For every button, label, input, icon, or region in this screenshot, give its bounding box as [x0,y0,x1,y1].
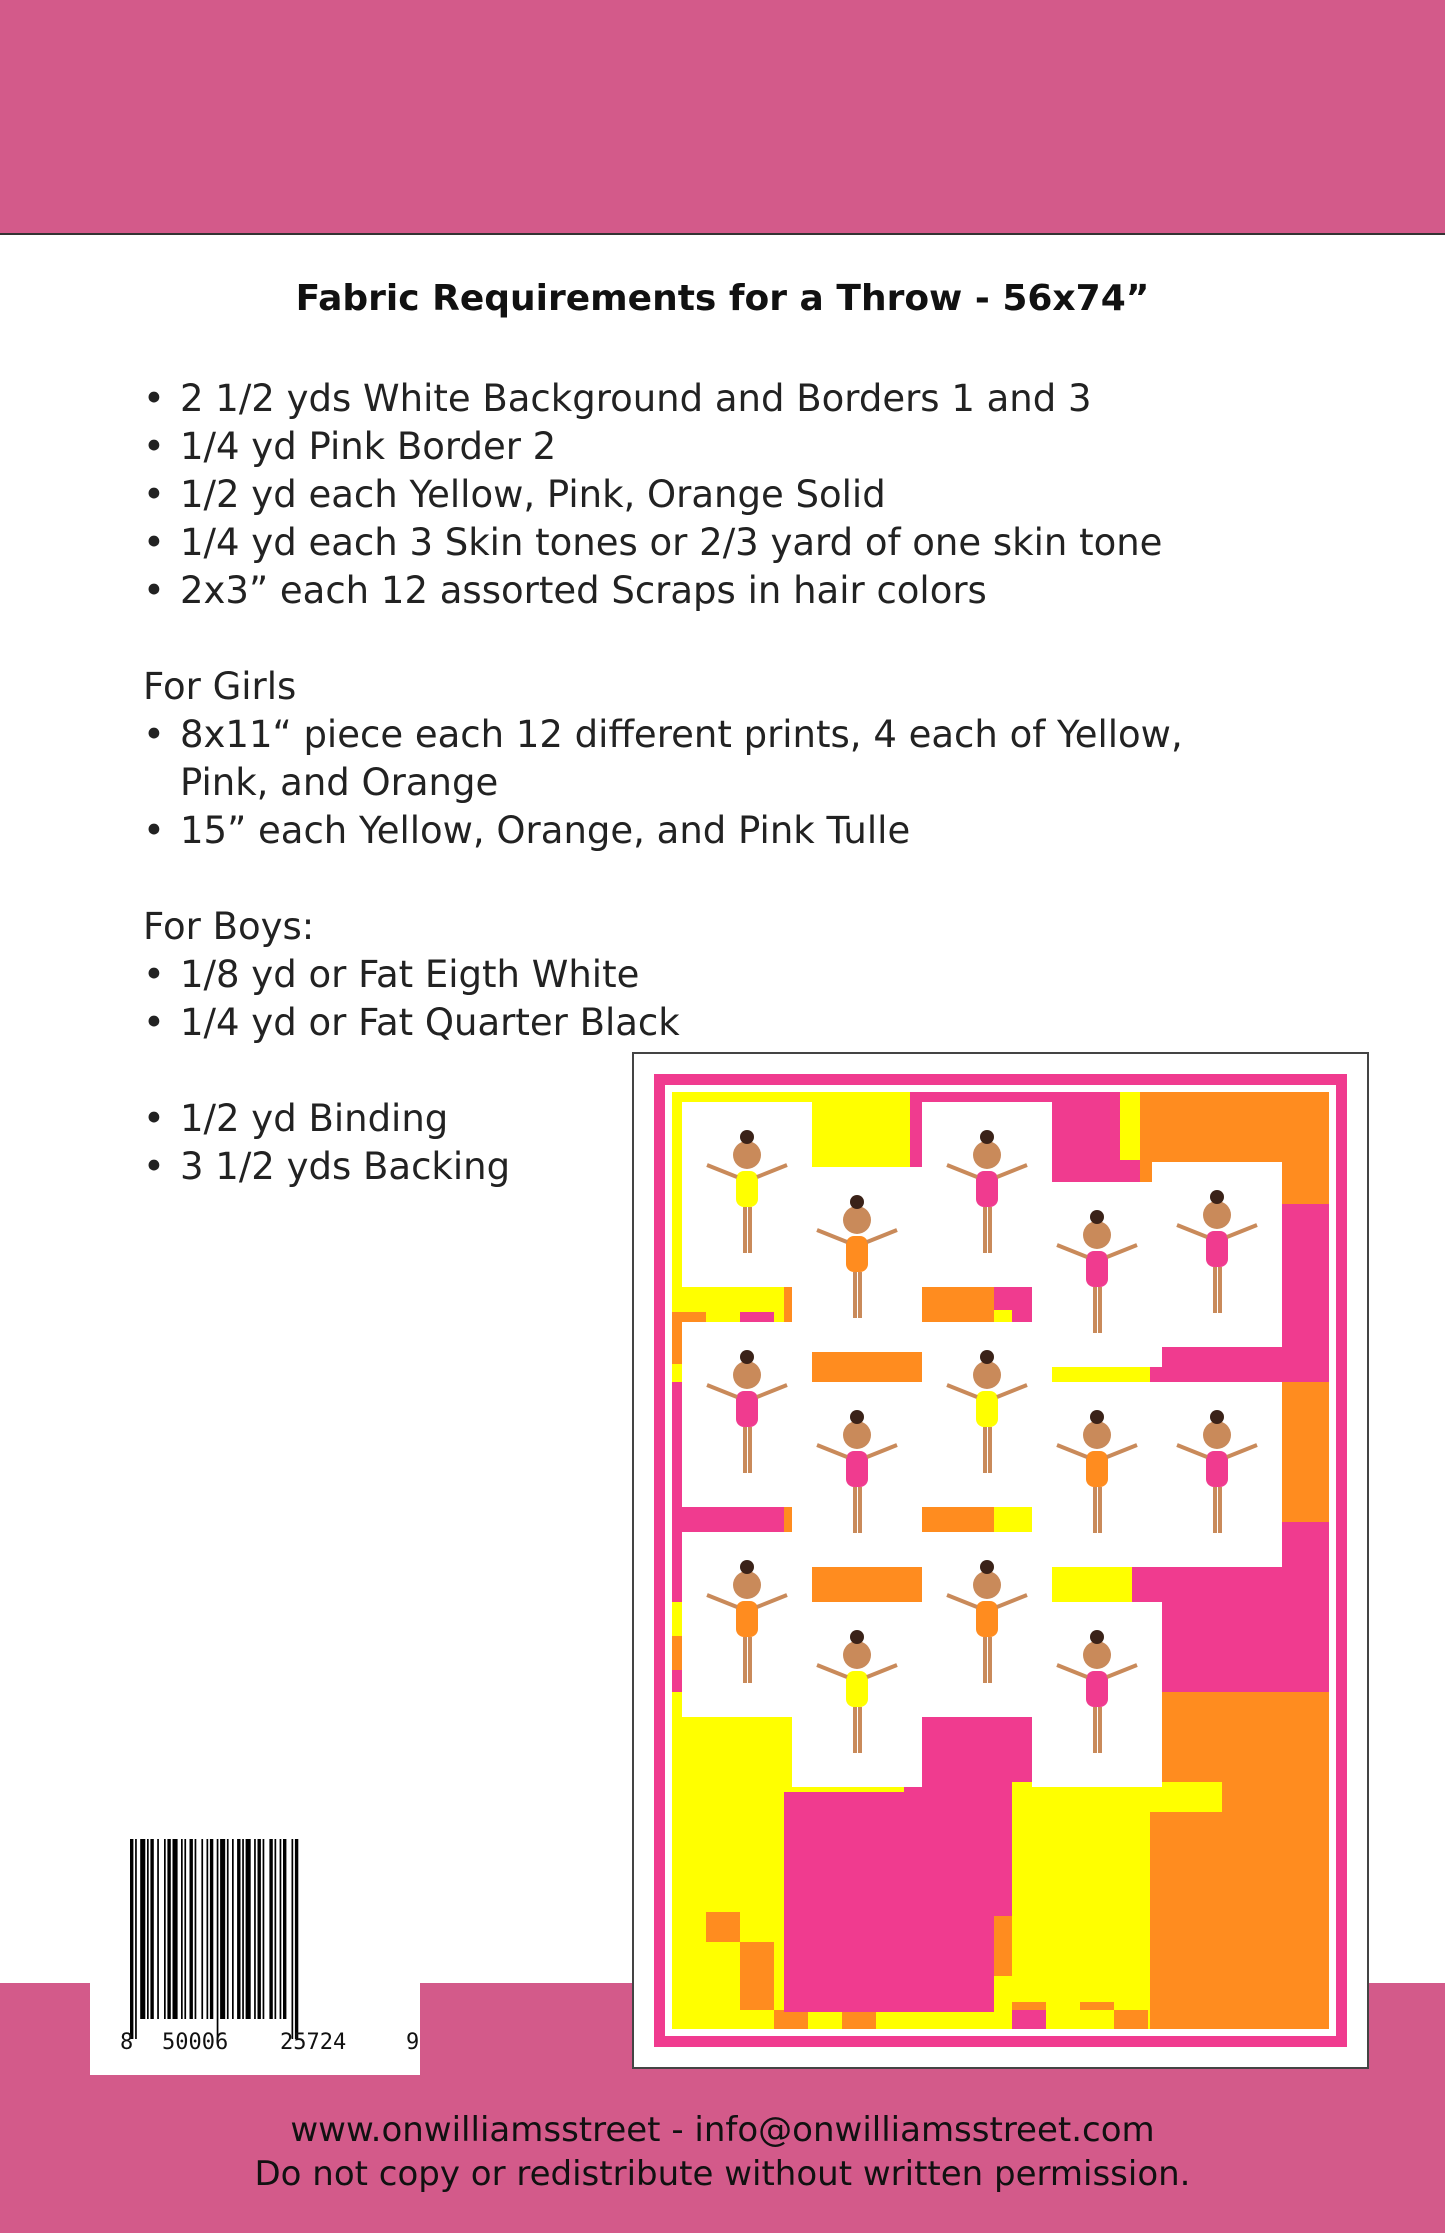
girls-list [143,711,1273,855]
barcode-bar [167,1839,170,2019]
ballerina-part [1218,1487,1222,1533]
ballerina-part [1206,1451,1228,1487]
ballerina-part [980,1130,994,1144]
barcode-digits-left: 50006 [162,2030,229,2055]
list-item: • 1/2 yd each Yellow, Pink, Orange Solid [143,471,1273,519]
barcode-bar [292,1839,294,2039]
list-item: • 2x3” each 12 assorted Scraps in hair colors [143,567,1273,615]
barcode-bar [242,1839,244,2019]
barcode-bar [195,1839,197,2019]
barcode-bar [237,1839,240,2019]
barcode-bar [140,1839,145,2019]
barcode-digit-first: 8 [120,2030,134,2055]
barcode-bar [210,1839,213,2019]
ballerina-part [973,1361,1001,1389]
quilt-patch [706,1908,740,1942]
ballerina-part [743,1207,747,1253]
list-item: • 1/8 yd or Fat Eigth White [143,951,1273,999]
general-list [143,375,1273,615]
ballerina-part [983,1207,987,1253]
quilt-patch [672,2010,706,2029]
ballerina-part [850,1195,864,1209]
quilt-patch [774,2010,808,2029]
barcode-digit-last: 9 [406,2030,420,2055]
quilt-patch [740,1976,774,2010]
ballerina-part [1090,1630,1104,1644]
barcode-bar [246,1839,251,2019]
ballerina-part [846,1236,868,1272]
ballerina-part [980,1350,994,1364]
footer-copyright: Do not copy or redistribute without written permission. [254,2154,1191,2194]
list-item: • 1/2 yd Binding [143,1095,1273,1143]
boys-list [143,951,1273,1047]
barcode-bar [147,1839,149,2019]
barcode-bar [207,1839,209,2019]
ballerina-part [853,1272,857,1318]
list-item: • 15” each Yellow, Orange, and Pink Tulle [143,807,1273,855]
ballerina-part [853,1707,857,1753]
ballerina-part [1086,1251,1108,1287]
ballerina-part [1086,1671,1108,1707]
ballerina-part [1210,1410,1224,1424]
quilt-patch [944,2010,978,2029]
ballerina-part [1098,1707,1102,1753]
quilt-block [1150,1812,1329,2029]
barcode-bar [135,1839,137,2039]
barcode-digits-right: 25724 [280,2030,347,2055]
barcode-bar [157,1839,159,2019]
quilt-patch [842,2010,876,2029]
ballerina-part [1218,1267,1222,1313]
ballerina-part [736,1171,758,1207]
quilt-patch [1114,2010,1148,2029]
barcode-bar [283,1839,286,2019]
barcode-bar [295,1839,298,2039]
ballerina-part [733,1571,761,1599]
ballerina-part [1203,1201,1231,1229]
list-item: • 1/4 yd or Fat Quarter Black [143,999,1273,1047]
ballerina-part [1098,1287,1102,1333]
list-item: • 3 1/2 yds Backing [143,1143,1273,1191]
list-item: • 1/4 yd each 3 Skin tones or 2/3 yard of one skin tone [143,519,1273,567]
footer [0,2108,1445,2196]
ballerina-part [1083,1221,1111,1249]
barcode-bar [181,1839,183,2019]
list-item: • 8x11“ piece each 12 different prints, 4 each of Yellow, Pink, and Orange [143,711,1273,807]
barcode-bar [130,1839,133,2039]
ballerina-part [1093,1287,1097,1333]
ballerina-part [988,1207,992,1253]
ballerina-part [1213,1267,1217,1313]
list-item: • 2 1/2 yds White Background and Borders 1 and 3 [143,375,1273,423]
ballerina-part [1090,1210,1104,1224]
ballerina-part [743,1637,747,1683]
ballerina-part [843,1421,871,1449]
ballerina-part [846,1451,868,1487]
ballerina-part [740,1350,754,1364]
barcode [90,1827,420,2075]
barcode-bar [173,1839,178,2019]
ballerina-part [973,1571,1001,1599]
ballerina-part [1083,1421,1111,1449]
barcode-bar [232,1839,234,2019]
barcode-bars [130,1839,380,2039]
barcode-bar [280,1839,282,2019]
barcode-bar [263,1839,265,2019]
ballerina-part [850,1630,864,1644]
ballerina-part [1206,1231,1228,1267]
ballerina-part [858,1272,862,1318]
ballerina-part [1086,1451,1108,1487]
ballerina-part [1093,1487,1097,1533]
list-item: • 1/4 yd Pink Border 2 [143,423,1273,471]
ballerina-part [988,1637,992,1683]
ballerina-part [748,1427,752,1473]
barcode-bar [269,1839,272,2019]
ballerina-part [748,1637,752,1683]
ballerina-part [1210,1190,1224,1204]
footer-contact: www.onwilliamsstreet - info@onwilliamsstreet.com [290,2110,1155,2150]
ballerina-part [843,1206,871,1234]
ballerina-part [733,1141,761,1169]
ballerina-part [843,1641,871,1669]
barcode-bar [150,1839,153,2019]
ballerina-part [983,1637,987,1683]
quilt-block [784,1792,994,2012]
ballerina-part [736,1601,758,1637]
barcode-bar [227,1839,229,2019]
quilt-image [632,1052,1369,2069]
quilt-patch [1012,2010,1046,2029]
ballerina-part [736,1391,758,1427]
ballerina-part [1098,1487,1102,1533]
ballerina-part [1083,1641,1111,1669]
barcode-bar [254,1839,256,2019]
quilt-patch [672,1976,706,2010]
quilt-patch [740,1942,774,1976]
barcode-bar [184,1839,186,2019]
ballerina-part [973,1141,1001,1169]
barcode-bar [217,1839,219,2039]
ballerina-part [1090,1410,1104,1424]
page-title: Fabric Requirements for a Throw - 56x74” [295,278,1150,319]
ballerina-part [1093,1707,1097,1753]
ballerina-part [983,1427,987,1473]
ballerina-part [976,1391,998,1427]
ballerina-part [740,1560,754,1574]
ballerina-part [850,1410,864,1424]
ballerina-part [743,1427,747,1473]
barcode-bar [190,1839,193,2019]
barcode-digits [120,2030,420,2070]
barcode-bar [201,1839,203,2019]
ballerina-part [858,1707,862,1753]
barcode-bar [275,1839,277,2019]
ballerina-part [740,1130,754,1144]
barcode-bar [164,1839,166,2019]
boys-heading: For Boys: [143,905,315,948]
ballerina-part [976,1601,998,1637]
girls-heading: For Girls [143,665,297,708]
ballerina-part [1213,1487,1217,1533]
barcode-bar [220,1839,225,2019]
ballerina-part [988,1427,992,1473]
top-banner [0,0,1445,235]
ballerina-part [853,1487,857,1533]
ballerina-part [980,1560,994,1574]
ballerina-part [1203,1421,1231,1449]
quilt-pattern [672,1092,1329,2029]
ballerina-part [976,1171,998,1207]
ballerina-part [846,1671,868,1707]
ballerina-part [858,1487,862,1533]
ballerina-part [733,1361,761,1389]
barcode-bar [258,1839,261,2019]
ballerina-part [748,1207,752,1253]
